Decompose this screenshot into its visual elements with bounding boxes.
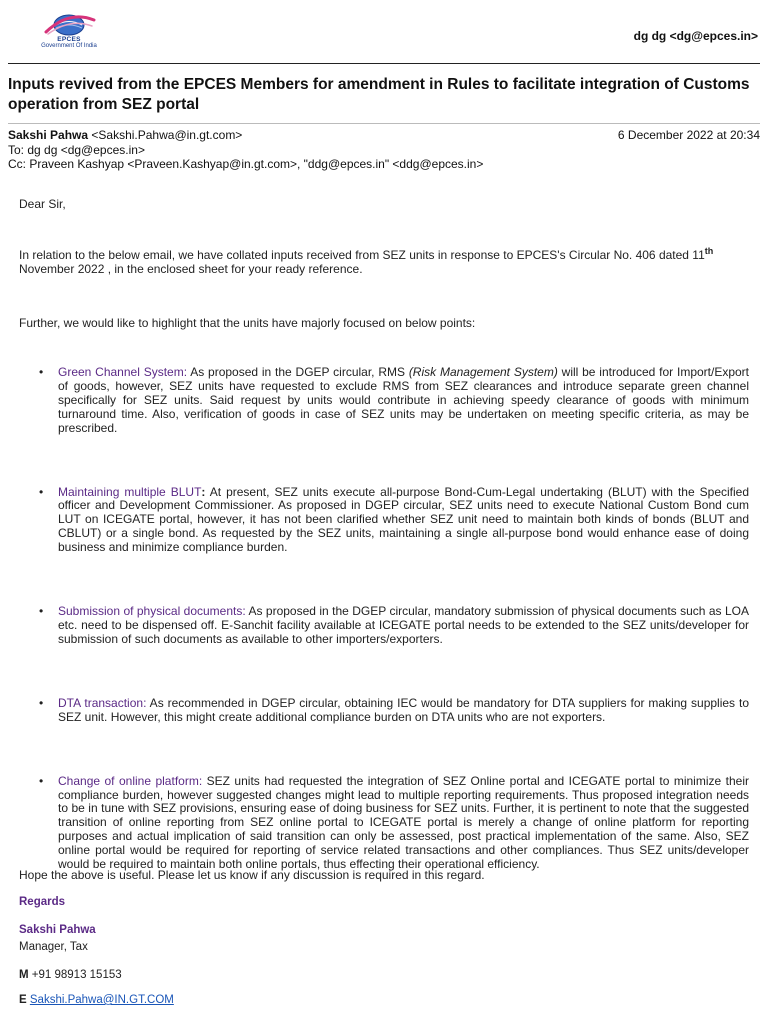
header [0, 0, 768, 62]
point-label: DTA transaction: [58, 695, 147, 710]
point-text: As proposed in the DGEP circular, RMS [187, 365, 409, 379]
point-label: Maintaining multiple BLUT [58, 484, 202, 499]
closing-paragraph: Hope the above is useful. Please let us know if any discussion is required in this regard. [19, 868, 485, 882]
point-text: As recommended in DGEP circular, obtaining IEC would be mandatory for DTA suppliers for making supplies to SEZ unit. However, this might create additional compliance burden on DTA units who are not exporters. [58, 695, 749, 724]
logo-name: EPCES [57, 36, 81, 43]
point-label: Green Channel System: [58, 365, 188, 379]
point-text: As proposed in the DGEP circular, mandatory submission of physical documents such as LOA etc. need to be dispensed off. E-Sanchit facility available at ICEGATE portal needs to be extended to the SEZ units/developer for submission of such documents as available to other importers/exporters. [58, 604, 749, 646]
point-label: Change of online platform: [58, 773, 203, 788]
subject-divider [8, 123, 760, 124]
intro-superscript: th [704, 246, 714, 256]
signature-mobile [19, 968, 122, 982]
to-line: To: dg dg <dg@epces.in> [8, 143, 145, 157]
list-item [19, 366, 749, 436]
intro-paragraph [19, 248, 749, 276]
signature-title: Manager, Tax [19, 941, 88, 953]
signature-email [19, 993, 174, 1007]
point-text: At present, SEZ units execute all-purpose Bond-Cum-Legal undertaking (BLUT) with the Specified officer and Development Commissioner. As proposed in DGEP circular, SEZ units need to execute National Custom Bond cum LUT on ICEGATE portal, however, it has not been clarified whether SEZ unit need to maintain both kinds of bonds (BLUT and CBLUT) or a single bond. As requested by the SEZ units, maintaining a single all-purpose bond would enhance ease of doing business and minimize compliance burden. [58, 484, 750, 555]
header-divider [8, 63, 760, 64]
points-list [19, 366, 749, 872]
signature-name: Sakshi Pahwa [19, 924, 96, 936]
email-link[interactable]: Sakshi.Pahwa@IN.GT.COM [29, 994, 174, 1006]
point-text: SEZ units had requested the integration of SEZ Online portal and ICEGATE portal to minimize their compliance burden, however suggested changes might lead to multiple reporting requirements. Thus proposed integration needs to be in tune with SEZ provisions, ensuring ease of doing business for SEZ units. Further, it is pertinent to note that the suggested transition of online reporting from SEZ online portal to ICEGATE portal is merely a change of online platform for reporting purposes and actual implication of said transition can only be assessed, post practical implementation of the same. Also, SEZ online portal would be required for reporting of service related transactions and other compliances. Thus SEZ units/developer would be required to maintain both online portals, thus effecting their operational efficiency. [58, 773, 749, 872]
sender-email: <Sakshi.Pahwa@in.gt.com> [91, 128, 243, 142]
email-subject: Inputs revived from the EPCES Members for amendment in Rules to facilitate integration of Customs operation from SEZ portal [8, 76, 750, 113]
epces-logo [18, 12, 120, 54]
point-text: will be introduced for Import/Export of goods, however, SEZ units have requested to exclude RMS from SEZ clearances and introduce separate green channel specifically for SEZ units. Said request by units would contribute in achieving speedy clearance of goods with minimum turnaround time. Also, verification of goods in case of SEZ units may be undertaken on meeting specific criteria, as may be prescribed. [58, 365, 750, 435]
regards: Regards [19, 896, 66, 908]
list-item [19, 486, 749, 556]
list-item [19, 775, 749, 872]
from-line [8, 128, 760, 143]
sent-date: 6 December 2022 at 20:34 [617, 128, 760, 142]
point-italic: (Risk Management System) [408, 365, 558, 379]
logo-subtext: Government Of India [41, 43, 97, 49]
intro-text-2: November 2022 , in the enclosed sheet for your ready reference. [19, 262, 363, 276]
list-item [19, 697, 749, 725]
point-label: Submission of physical documents: [58, 604, 246, 619]
intro-text-1: In relation to the below email, we have collated inputs received from SEZ units in response to EPCES's Circular No. 406 dated 11 [19, 248, 705, 262]
mobile-label: M [19, 969, 29, 981]
further-paragraph: Further, we would like to highlight that the units have majorly focused on below points: [19, 316, 476, 330]
account-address: dg dg <dg@epces.in> [633, 29, 758, 43]
globe-logo-icon [18, 12, 120, 38]
sender-name: Sakshi Pahwa [8, 128, 89, 142]
list-item [19, 605, 749, 647]
greeting: Dear Sir, [19, 197, 66, 211]
point-colon: : [201, 484, 206, 499]
cc-line: Cc: Praveen Kashyap <Praveen.Kashyap@in.gt.com>, "ddg@epces.in" <ddg@epces.in> [8, 157, 484, 171]
mobile-number: +91 98913 15153 [28, 969, 122, 981]
email-label: E [19, 994, 27, 1006]
